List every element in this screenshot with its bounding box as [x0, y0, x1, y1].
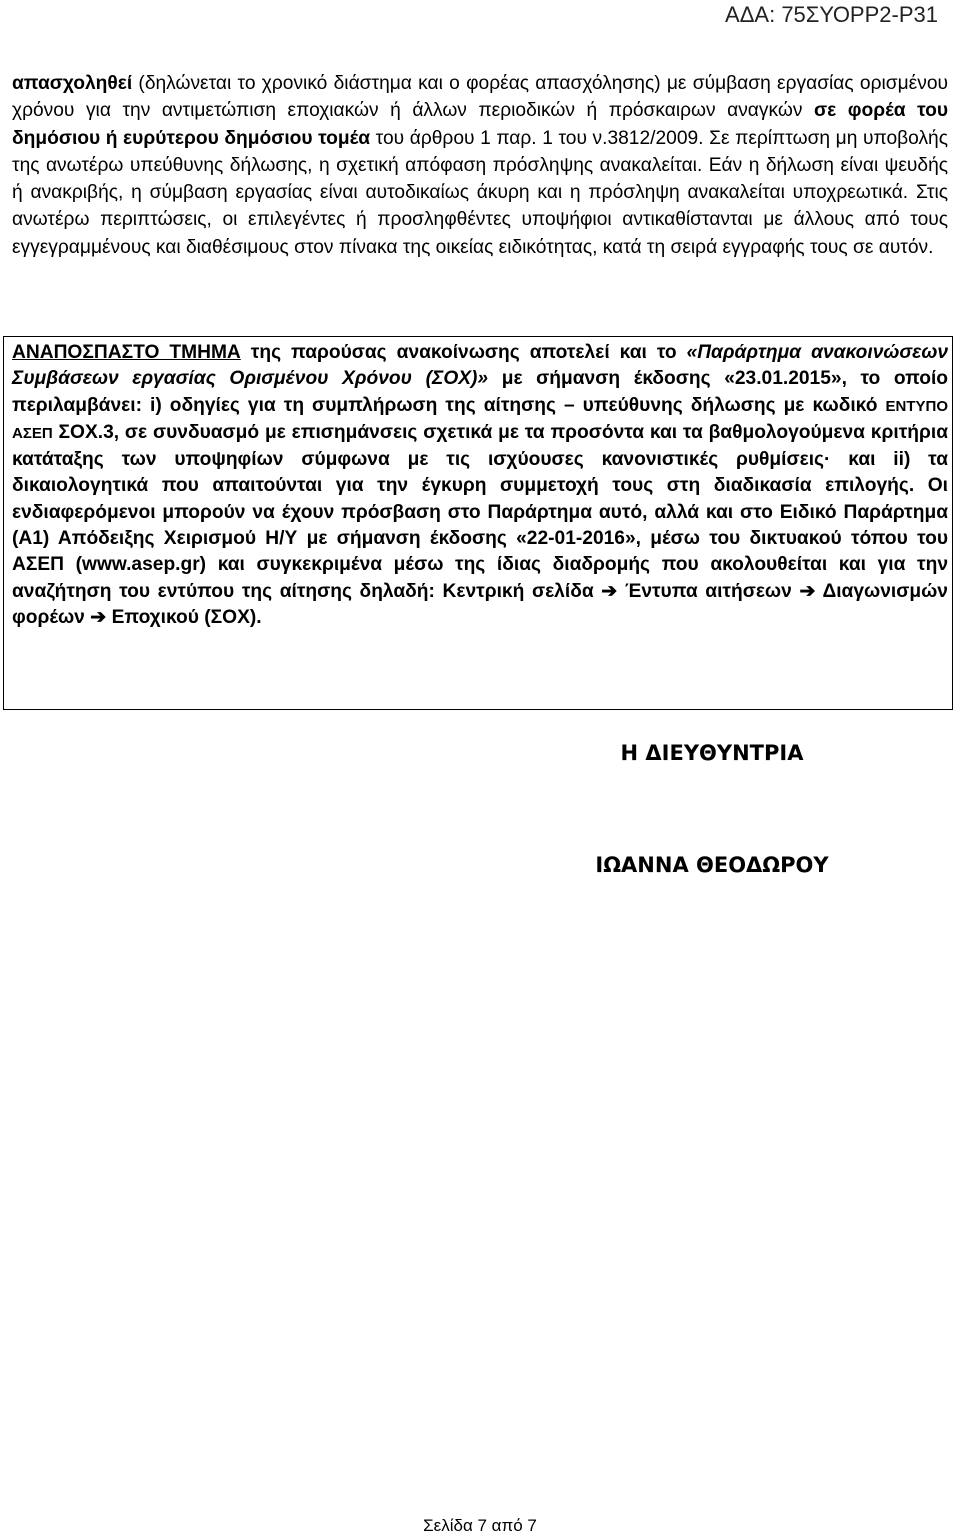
text-span: με σήμανση έκδοσης «23.01.2015», το οποίο περιλαμβάνει: i) οδηγίες για τη συμπλήρωση της αίτησης – υπεύθυνης δήλωσης με κωδικό — [12, 368, 948, 416]
bold-term: απασχοληθεί — [12, 73, 133, 94]
form-code-small: ΕΝΤΥΠΟ ΑΣΕΠ — [12, 397, 948, 442]
arrow-right-icon: ➔ — [799, 580, 816, 602]
paragraph-annex-notice — [12, 340, 948, 631]
path-seasonal: Εποχικού (ΣΟΧ). — [106, 606, 262, 628]
page-number: Σελίδα 7 από 7 — [423, 1516, 537, 1535]
arrow-right-icon: ➔ — [601, 580, 618, 602]
text-span: του άρθρου 1 παρ. 1 του ν.3812/2009. Σε περίπτωση μη υποβολής της ανωτέρω υπεύθυνης δήλωσης, η σχετική απόφαση πρόσληψης ανακαλείται. Εάν η δήλωση είναι ψευδής ή ανακριβής, η σύμβαση εργασίας είναι αυτοδικαίως άκυρη και η πρόσληψη ανακαλείται υποχρεωτικά. Στις ανωτέρω περιπτώσεις, οι επιλεγέντες ή προσληφθέντες υποψήφιοι αντικαθίστανται με άλλους από τους εγγεγραμμένους και διαθέσιμους στον πίνακα της οικείας ειδικότητας, κατά τη σειρά εγγραφής τους σε αυτόν. — [12, 127, 948, 258]
paragraph-employment-declaration — [12, 70, 948, 261]
arrow-right-icon: ➔ — [90, 606, 107, 628]
underlined-heading: ΑΝΑΠΟΣΠΑΣΤΟ ΤΜΗΜΑ — [12, 342, 241, 363]
signatory-name: ΙΩΑΝΝΑ ΘΕΟΔΩΡΟΥ — [595, 853, 829, 877]
italic-title: «Παράρτημα ανακοινώσεων Συμβάσεων εργασίας Ορισμένου Χρόνου (ΣΟΧ)» — [12, 342, 949, 390]
ada-header: ΑΔΑ: 75ΣΥΟΡΡ2-Ρ31 — [725, 2, 938, 27]
text-span: (δηλώνεται το χρονικό διάστημα και ο φορέας απασχόλησης) με σύμβαση εργασίας ορισμένου χρόνου για την αντιμετώπιση εποχιακών ή άλλων περιοδικών ή πρόσκαιρων αναγκών — [12, 73, 948, 122]
path-competitions: Διαγωνισμών φορέων — [12, 580, 948, 628]
text-span: ΣΟΧ.3, σε συνδυασμό με επισημάνσεις σχετικά με τα προσόντα και τα βαθμολογούμενα κριτήρια κατάταξης των υποψηφίων σύμφωνα με τις ισχύουσες κανονιστικές ρυθμίσεις· και ii) τα δικαιολογητικά που απαιτούνται για την έγκυρη συμμετοχή τους στη διαδικασία επιλογής. Οι ενδιαφερόμενοι μπορούν να έχουν πρόσβαση στο Παράρτημα αυτό, αλλά και στο Ειδικό Παράρτημα (Α1) Απόδειξης Χειρισμού Η/Υ με σήμανση έκδοσης «22-01-2016», μέσω του δικτυακού τόπου του ΑΣΕΠ (www.asep.gr) και συγκεκριμένα μέσω της ίδιας διαδρομής που ακολουθείται και για την αναζήτηση του εντύπου της αίτησης δηλαδή: — [12, 421, 948, 602]
bold-term: σε φορέα του δημόσιου ή ευρύτερου δημόσιου τομέα — [12, 100, 948, 149]
signatory-title: Η ΔΙΕΥΘΥΝΤΡΙΑ — [620, 741, 804, 765]
path-forms: Έντυπα αιτήσεων — [617, 580, 800, 602]
text-span: της παρούσας ανακοίνωσης αποτελεί και το — [240, 342, 687, 363]
path-home: Κεντρική σελίδα — [442, 580, 594, 602]
